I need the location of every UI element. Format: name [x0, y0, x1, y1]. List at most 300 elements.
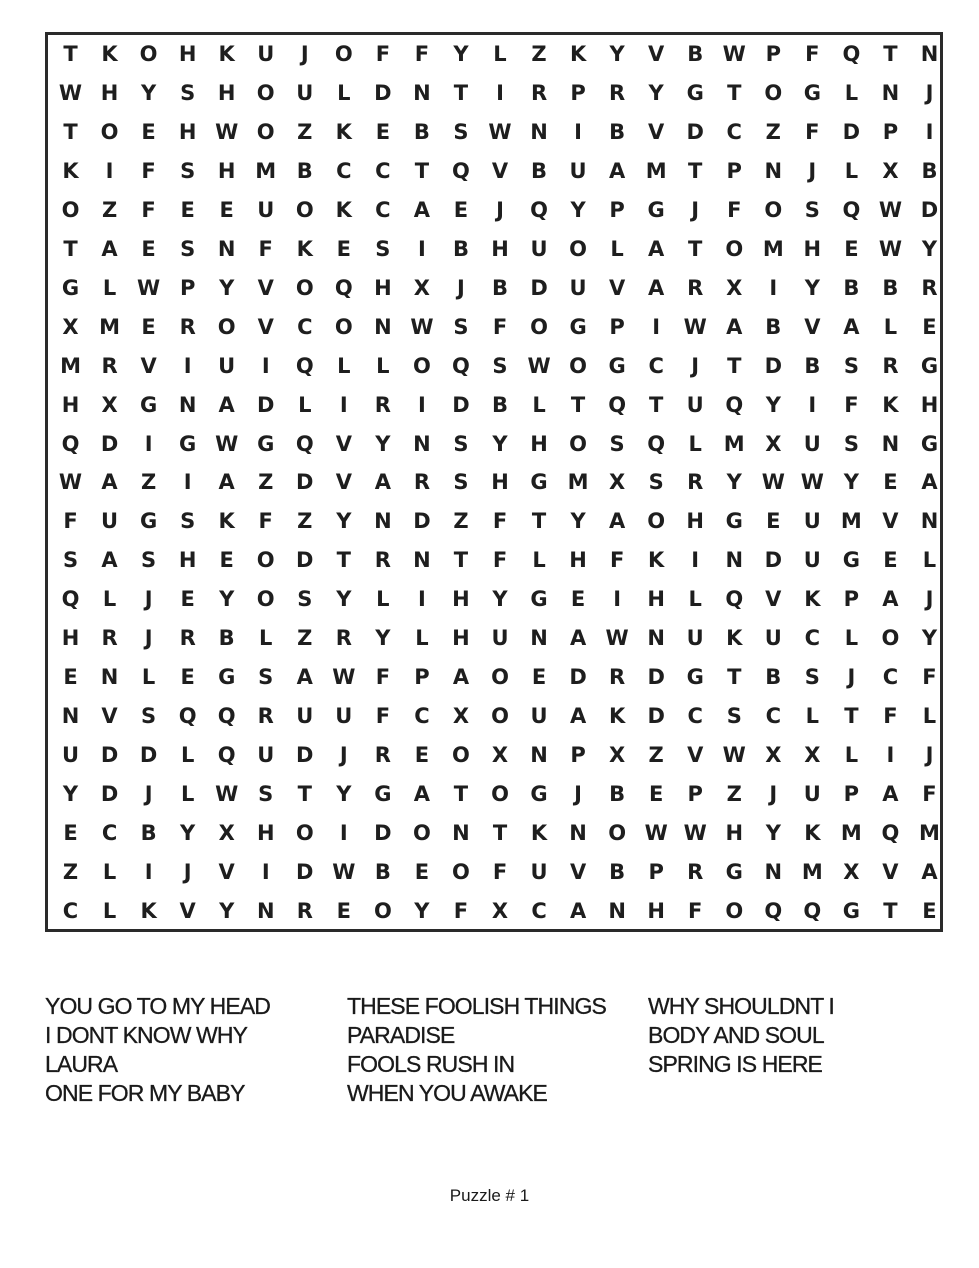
grid-letter-cell[interactable]: S	[375, 236, 391, 261]
grid-letter-cell[interactable]: R	[530, 80, 548, 105]
grid-letter-cell[interactable]: T	[453, 782, 469, 807]
grid-letter-cell[interactable]: F	[258, 509, 273, 534]
grid-letter-cell[interactable]: R	[687, 275, 704, 300]
grid-letter-cell[interactable]: Q	[178, 704, 197, 729]
grid-letter-cell[interactable]: N	[256, 899, 275, 923]
grid-letter-cell[interactable]: W	[58, 80, 83, 105]
grid-letter-cell[interactable]: W	[410, 314, 434, 339]
grid-letter-cell[interactable]: A	[569, 704, 587, 729]
grid-letter-cell[interactable]: D	[100, 782, 119, 807]
grid-letter-cell[interactable]: N	[100, 665, 119, 690]
grid-letter-cell[interactable]: G	[686, 665, 704, 690]
grid-letter-cell[interactable]: U	[296, 704, 314, 729]
grid-letter-cell[interactable]: I	[339, 392, 348, 417]
grid-letter-cell[interactable]: A	[648, 236, 665, 261]
grid-letter-cell[interactable]: T	[531, 509, 547, 534]
grid-letter-cell[interactable]: L	[922, 548, 937, 573]
grid-letter-cell[interactable]: G	[647, 197, 665, 222]
grid-letter-cell[interactable]: I	[496, 80, 504, 105]
grid-letter-cell[interactable]: Z	[297, 509, 313, 534]
grid-letter-cell[interactable]: J	[300, 41, 309, 66]
grid-letter-cell[interactable]: I	[105, 158, 114, 183]
grid-letter-cell[interactable]: O	[256, 80, 275, 105]
grid-letter-cell[interactable]: Q	[295, 431, 314, 456]
grid-letter-cell[interactable]: B	[374, 860, 391, 885]
grid-letter-cell[interactable]: V	[257, 275, 274, 300]
grid-letter-cell[interactable]: D	[842, 119, 861, 144]
grid-letter-cell[interactable]: U	[530, 236, 548, 261]
grid-letter-cell[interactable]: D	[374, 80, 392, 105]
grid-letter-cell[interactable]: R	[179, 626, 196, 651]
grid-letter-cell[interactable]: O	[256, 587, 275, 612]
grid-letter-cell[interactable]: Y	[921, 626, 938, 651]
grid-letter-cell[interactable]: T	[63, 119, 78, 144]
grid-letter-cell[interactable]: L	[610, 236, 624, 261]
grid-letter-cell[interactable]: G	[842, 899, 860, 923]
grid-letter-cell[interactable]: Q	[842, 41, 861, 66]
grid-letter-cell[interactable]: E	[180, 665, 195, 690]
grid-letter-cell[interactable]: T	[453, 548, 469, 573]
grid-letter-cell[interactable]: S	[297, 587, 313, 612]
grid-letter-cell[interactable]: O	[217, 314, 236, 339]
grid-letter-cell[interactable]: D	[920, 197, 939, 222]
grid-letter-cell[interactable]: Z	[62, 860, 79, 885]
grid-letter-cell[interactable]: H	[452, 626, 470, 651]
grid-letter-cell[interactable]: K	[804, 587, 821, 612]
grid-letter-cell[interactable]: Y	[921, 236, 938, 261]
grid-letter-cell[interactable]: E	[648, 782, 664, 807]
grid-letter-cell[interactable]: H	[920, 392, 939, 417]
grid-letter-cell[interactable]: L	[102, 860, 117, 885]
grid-letter-cell[interactable]: J	[925, 80, 934, 105]
grid-letter-cell[interactable]: D	[257, 392, 275, 417]
grid-letter-cell[interactable]: T	[688, 158, 703, 183]
grid-letter-cell[interactable]: U	[569, 275, 587, 300]
grid-letter-cell[interactable]: L	[415, 626, 429, 651]
grid-letter-cell[interactable]: O	[139, 41, 158, 66]
grid-letter-cell[interactable]: A	[921, 860, 938, 885]
grid-letter-cell[interactable]: O	[295, 821, 314, 846]
grid-letter-cell[interactable]: A	[413, 782, 431, 807]
grid-letter-cell[interactable]: G	[179, 431, 197, 456]
grid-letter-cell[interactable]: Y	[219, 899, 235, 923]
grid-letter-cell[interactable]: L	[805, 704, 820, 729]
grid-letter-cell[interactable]: S	[804, 197, 820, 222]
grid-letter-cell[interactable]: F	[805, 41, 820, 66]
grid-letter-cell[interactable]: R	[374, 392, 391, 417]
grid-letter-cell[interactable]: J	[574, 782, 582, 807]
grid-letter-cell[interactable]: I	[574, 119, 582, 144]
grid-letter-cell[interactable]: I	[925, 119, 934, 144]
grid-letter-cell[interactable]: V	[882, 509, 899, 534]
grid-letter-cell[interactable]: F	[844, 392, 859, 417]
grid-letter-cell[interactable]: P	[609, 314, 625, 339]
grid-letter-cell[interactable]: Y	[492, 587, 508, 612]
grid-letter-cell[interactable]: U	[803, 548, 821, 573]
grid-letter-cell[interactable]: F	[883, 704, 898, 729]
grid-letter-cell[interactable]: F	[609, 548, 625, 573]
grid-letter-cell[interactable]: L	[298, 392, 312, 417]
grid-letter-cell[interactable]: L	[844, 626, 859, 651]
grid-letter-cell[interactable]: K	[882, 392, 899, 417]
grid-letter-cell[interactable]: F	[375, 41, 391, 66]
grid-letter-cell[interactable]: P	[570, 743, 586, 768]
grid-letter-cell[interactable]: W	[722, 743, 746, 768]
grid-letter-cell[interactable]: O	[569, 236, 587, 261]
grid-letter-cell[interactable]: N	[881, 80, 900, 105]
grid-letter-cell[interactable]: E	[141, 314, 156, 339]
grid-letter-cell[interactable]: W	[683, 314, 707, 339]
grid-letter-cell[interactable]: A	[569, 626, 587, 651]
grid-letter-cell[interactable]: T	[492, 821, 508, 846]
grid-letter-cell[interactable]: A	[608, 158, 626, 183]
grid-letter-cell[interactable]: R	[882, 353, 899, 378]
grid-letter-cell[interactable]: K	[101, 41, 118, 66]
grid-letter-cell[interactable]: R	[374, 743, 391, 768]
grid-letter-cell[interactable]: D	[296, 743, 314, 768]
grid-letter-cell[interactable]: L	[180, 743, 195, 768]
grid-letter-cell[interactable]: E	[883, 470, 898, 495]
grid-letter-cell[interactable]: C	[62, 899, 79, 923]
grid-letter-cell[interactable]: S	[453, 119, 469, 144]
grid-letter-cell[interactable]: L	[376, 587, 390, 612]
grid-letter-cell[interactable]: O	[725, 899, 744, 923]
grid-letter-cell[interactable]: F	[141, 158, 156, 183]
grid-letter-cell[interactable]: S	[843, 353, 859, 378]
grid-letter-cell[interactable]: M	[801, 860, 823, 885]
grid-letter-cell[interactable]: O	[647, 509, 666, 534]
grid-letter-cell[interactable]: J	[183, 860, 192, 885]
grid-letter-cell[interactable]: G	[530, 782, 548, 807]
grid-letter-cell[interactable]: D	[296, 860, 314, 885]
grid-letter-cell[interactable]: G	[374, 782, 392, 807]
grid-letter-cell[interactable]: U	[257, 743, 275, 768]
grid-letter-cell[interactable]: N	[452, 821, 470, 846]
grid-letter-cell[interactable]: R	[101, 626, 118, 651]
grid-letter-cell[interactable]: N	[413, 80, 431, 105]
grid-letter-cell[interactable]: V	[335, 470, 352, 495]
grid-letter-cell[interactable]: S	[492, 353, 508, 378]
grid-letter-cell[interactable]: J	[339, 743, 348, 768]
grid-letter-cell[interactable]: N	[764, 158, 783, 183]
grid-letter-cell[interactable]: N	[608, 899, 626, 923]
grid-letter-cell[interactable]: N	[569, 821, 587, 846]
grid-letter-cell[interactable]: R	[687, 860, 704, 885]
grid-letter-cell[interactable]: A	[218, 392, 235, 417]
grid-letter-cell[interactable]: Y	[765, 392, 781, 417]
grid-letter-cell[interactable]: X	[101, 392, 118, 417]
grid-letter-cell[interactable]: Z	[297, 626, 313, 651]
grid-letter-cell[interactable]: L	[376, 353, 390, 378]
grid-letter-cell[interactable]: N	[178, 392, 197, 417]
grid-letter-cell[interactable]: S	[804, 665, 820, 690]
grid-letter-cell[interactable]: Y	[219, 275, 235, 300]
grid-letter-cell[interactable]: D	[413, 509, 431, 534]
grid-letter-cell[interactable]: X	[765, 743, 782, 768]
grid-letter-cell[interactable]: Z	[258, 470, 274, 495]
grid-letter-cell[interactable]: T	[883, 41, 898, 66]
grid-letter-cell[interactable]: U	[686, 392, 704, 417]
grid-letter-cell[interactable]: P	[882, 119, 899, 144]
grid-letter-cell[interactable]: T	[570, 392, 586, 417]
grid-letter-cell[interactable]: H	[686, 509, 704, 534]
grid-letter-cell[interactable]: L	[102, 899, 117, 923]
grid-letter-cell[interactable]: P	[414, 665, 430, 690]
grid-letter-cell[interactable]: S	[180, 509, 196, 534]
grid-letter-cell[interactable]: W	[683, 821, 707, 846]
grid-letter-cell[interactable]: B	[491, 275, 508, 300]
grid-letter-cell[interactable]: B	[687, 41, 704, 66]
grid-letter-cell[interactable]: Z	[765, 119, 781, 144]
grid-letter-cell[interactable]: E	[766, 509, 781, 534]
grid-letter-cell[interactable]: J	[691, 353, 700, 378]
grid-letter-cell[interactable]: F	[375, 704, 391, 729]
grid-letter-cell[interactable]: Y	[765, 821, 781, 846]
grid-letter-cell[interactable]: J	[769, 782, 778, 807]
grid-letter-cell[interactable]: E	[414, 860, 430, 885]
grid-letter-cell[interactable]: E	[414, 743, 430, 768]
grid-letter-cell[interactable]: L	[337, 353, 351, 378]
grid-letter-cell[interactable]: U	[296, 80, 314, 105]
grid-letter-cell[interactable]: Q	[217, 704, 236, 729]
grid-letter-cell[interactable]: I	[769, 275, 778, 300]
grid-letter-cell[interactable]: Y	[336, 587, 352, 612]
grid-letter-cell[interactable]: E	[883, 548, 898, 573]
grid-letter-cell[interactable]: X	[491, 899, 509, 923]
grid-letter-cell[interactable]: R	[413, 470, 430, 495]
grid-letter-cell[interactable]: I	[261, 860, 270, 885]
grid-letter-cell[interactable]: I	[144, 431, 153, 456]
grid-letter-cell[interactable]: Q	[725, 587, 744, 612]
grid-letter-cell[interactable]: X	[62, 314, 79, 339]
grid-letter-cell[interactable]: U	[218, 353, 236, 378]
grid-letter-cell[interactable]: C	[375, 197, 391, 222]
grid-letter-cell[interactable]: R	[374, 548, 391, 573]
grid-letter-cell[interactable]: G	[842, 548, 860, 573]
grid-letter-cell[interactable]: S	[453, 431, 469, 456]
grid-letter-cell[interactable]: T	[63, 41, 78, 66]
grid-letter-cell[interactable]: H	[178, 119, 197, 144]
grid-letter-cell[interactable]: Q	[334, 275, 353, 300]
grid-letter-cell[interactable]: Y	[140, 80, 157, 105]
grid-letter-cell[interactable]: B	[452, 236, 469, 261]
grid-letter-cell[interactable]: O	[61, 197, 80, 222]
grid-letter-cell[interactable]: Y	[336, 509, 352, 534]
grid-letter-cell[interactable]: V	[687, 743, 704, 768]
grid-letter-cell[interactable]: H	[178, 548, 197, 573]
grid-letter-cell[interactable]: W	[58, 470, 83, 495]
grid-letter-cell[interactable]: I	[183, 470, 192, 495]
grid-letter-cell[interactable]: T	[727, 353, 742, 378]
grid-letter-cell[interactable]: Z	[140, 470, 157, 495]
grid-letter-cell[interactable]: Q	[452, 158, 470, 183]
grid-letter-cell[interactable]: K	[530, 821, 548, 846]
grid-letter-cell[interactable]: J	[847, 665, 856, 690]
grid-letter-cell[interactable]: K	[804, 821, 821, 846]
grid-letter-cell[interactable]: L	[102, 587, 117, 612]
grid-letter-cell[interactable]: T	[336, 548, 351, 573]
grid-letter-cell[interactable]: S	[141, 548, 157, 573]
grid-letter-cell[interactable]: R	[296, 899, 313, 923]
grid-letter-cell[interactable]: B	[218, 626, 235, 651]
grid-letter-cell[interactable]: K	[218, 509, 235, 534]
grid-letter-cell[interactable]: C	[336, 158, 352, 183]
grid-letter-cell[interactable]: O	[569, 431, 587, 456]
grid-letter-cell[interactable]: I	[417, 587, 426, 612]
grid-letter-cell[interactable]: B	[413, 119, 430, 144]
grid-letter-cell[interactable]: S	[843, 431, 859, 456]
grid-letter-cell[interactable]: P	[765, 41, 781, 66]
grid-letter-cell[interactable]: O	[881, 626, 900, 651]
grid-letter-cell[interactable]: J	[144, 626, 153, 651]
grid-letter-cell[interactable]: F	[453, 899, 469, 923]
grid-letter-cell[interactable]: V	[218, 860, 235, 885]
grid-letter-cell[interactable]: H	[217, 80, 236, 105]
grid-letter-cell[interactable]: O	[256, 548, 275, 573]
grid-letter-cell[interactable]: F	[492, 548, 508, 573]
grid-letter-cell[interactable]: D	[647, 704, 665, 729]
grid-letter-cell[interactable]: L	[688, 431, 702, 456]
grid-letter-cell[interactable]: E	[141, 119, 156, 144]
grid-letter-cell[interactable]: U	[491, 626, 509, 651]
grid-letter-cell[interactable]: L	[844, 80, 859, 105]
grid-letter-cell[interactable]: C	[101, 821, 118, 846]
grid-letter-cell[interactable]: E	[141, 236, 156, 261]
grid-letter-cell[interactable]: M	[919, 821, 940, 846]
grid-letter-cell[interactable]: B	[296, 158, 313, 183]
grid-letter-cell[interactable]: I	[417, 236, 426, 261]
grid-letter-cell[interactable]: G	[569, 314, 587, 339]
grid-letter-cell[interactable]: E	[180, 197, 195, 222]
grid-letter-cell[interactable]: U	[257, 197, 275, 222]
grid-letter-cell[interactable]: T	[727, 665, 742, 690]
grid-letter-cell[interactable]: W	[800, 470, 824, 495]
grid-letter-cell[interactable]: F	[492, 860, 508, 885]
grid-letter-cell[interactable]: D	[764, 353, 783, 378]
grid-letter-cell[interactable]: X	[804, 743, 821, 768]
grid-letter-cell[interactable]: Y	[804, 275, 820, 300]
grid-letter-cell[interactable]: V	[648, 119, 665, 144]
grid-letter-cell[interactable]: J	[144, 587, 153, 612]
grid-letter-cell[interactable]: W	[332, 665, 356, 690]
grid-letter-cell[interactable]: Q	[647, 431, 666, 456]
grid-letter-cell[interactable]: J	[925, 587, 934, 612]
grid-letter-cell[interactable]: I	[691, 548, 700, 573]
grid-letter-cell[interactable]: Z	[726, 782, 742, 807]
grid-letter-cell[interactable]: P	[843, 782, 860, 807]
grid-letter-cell[interactable]: U	[101, 509, 119, 534]
grid-letter-cell[interactable]: G	[139, 509, 158, 534]
grid-letter-cell[interactable]: I	[261, 353, 270, 378]
grid-letter-cell[interactable]: E	[336, 236, 351, 261]
grid-letter-cell[interactable]: M	[645, 158, 667, 183]
grid-letter-cell[interactable]: G	[686, 80, 704, 105]
grid-letter-cell[interactable]: N	[413, 548, 431, 573]
grid-letter-cell[interactable]: A	[101, 548, 118, 573]
grid-letter-cell[interactable]: N	[413, 431, 431, 456]
grid-letter-cell[interactable]: B	[491, 392, 508, 417]
grid-letter-cell[interactable]: H	[569, 548, 587, 573]
grid-letter-cell[interactable]: O	[452, 743, 470, 768]
grid-letter-cell[interactable]: M	[840, 509, 862, 534]
grid-letter-cell[interactable]: O	[491, 782, 509, 807]
grid-letter-cell[interactable]: D	[686, 119, 704, 144]
grid-letter-cell[interactable]: F	[805, 119, 820, 144]
grid-letter-cell[interactable]: J	[144, 782, 153, 807]
grid-letter-cell[interactable]: Y	[375, 626, 391, 651]
grid-letter-cell[interactable]: P	[648, 860, 664, 885]
grid-letter-cell[interactable]: V	[882, 860, 899, 885]
grid-letter-cell[interactable]: Y	[414, 899, 430, 923]
grid-letter-cell[interactable]: L	[688, 587, 702, 612]
grid-letter-cell[interactable]: B	[765, 314, 782, 339]
grid-letter-cell[interactable]: O	[334, 314, 353, 339]
grid-letter-cell[interactable]: T	[844, 704, 859, 729]
grid-letter-cell[interactable]: U	[803, 509, 821, 534]
grid-letter-cell[interactable]: T	[63, 236, 78, 261]
grid-letter-cell[interactable]: O	[608, 821, 627, 846]
grid-letter-cell[interactable]: R	[101, 353, 118, 378]
grid-letter-cell[interactable]: Q	[881, 821, 900, 846]
grid-letter-cell[interactable]: H	[178, 41, 197, 66]
grid-letter-cell[interactable]: Q	[452, 353, 470, 378]
grid-letter-cell[interactable]: D	[296, 470, 314, 495]
grid-letter-cell[interactable]: O	[725, 236, 744, 261]
grid-letter-cell[interactable]: Q	[295, 353, 314, 378]
grid-letter-cell[interactable]: R	[687, 470, 704, 495]
grid-letter-cell[interactable]: H	[647, 587, 665, 612]
grid-letter-cell[interactable]: K	[569, 41, 587, 66]
grid-letter-cell[interactable]: C	[297, 314, 313, 339]
grid-letter-cell[interactable]: U	[803, 431, 821, 456]
grid-letter-cell[interactable]: O	[764, 197, 783, 222]
grid-letter-cell[interactable]: H	[725, 821, 744, 846]
grid-letter-cell[interactable]: J	[691, 197, 700, 222]
grid-letter-cell[interactable]: S	[258, 665, 274, 690]
grid-letter-cell[interactable]: B	[921, 158, 938, 183]
grid-letter-cell[interactable]: R	[257, 704, 274, 729]
grid-letter-cell[interactable]: W	[137, 275, 161, 300]
grid-letter-cell[interactable]: E	[453, 197, 469, 222]
grid-letter-cell[interactable]: W	[878, 236, 903, 261]
grid-letter-cell[interactable]: Y	[453, 41, 469, 66]
grid-letter-cell[interactable]: G	[139, 392, 158, 417]
grid-letter-cell[interactable]: F	[492, 509, 508, 534]
grid-letter-cell[interactable]: M	[255, 158, 277, 183]
grid-letter-cell[interactable]: Q	[725, 392, 744, 417]
grid-letter-cell[interactable]: G	[608, 353, 626, 378]
grid-letter-cell[interactable]: B	[140, 821, 157, 846]
grid-letter-cell[interactable]: T	[688, 236, 703, 261]
grid-letter-cell[interactable]: N	[920, 509, 939, 534]
grid-letter-cell[interactable]: O	[373, 899, 392, 923]
grid-letter-cell[interactable]: O	[491, 665, 509, 690]
grid-letter-cell[interactable]: V	[257, 314, 274, 339]
grid-letter-cell[interactable]: N	[530, 119, 548, 144]
grid-letter-cell[interactable]: S	[609, 431, 625, 456]
grid-letter-cell[interactable]: N	[920, 41, 939, 66]
grid-letter-cell[interactable]: H	[61, 626, 80, 651]
grid-letter-cell[interactable]: E	[844, 236, 859, 261]
grid-letter-cell[interactable]: A	[921, 470, 938, 495]
grid-letter-cell[interactable]: Y	[180, 821, 196, 846]
grid-letter-cell[interactable]: O	[569, 353, 587, 378]
grid-letter-cell[interactable]: K	[218, 41, 235, 66]
grid-letter-cell[interactable]: X	[452, 704, 470, 729]
grid-letter-cell[interactable]: C	[375, 158, 391, 183]
grid-letter-cell[interactable]: F	[375, 665, 391, 690]
grid-letter-cell[interactable]: N	[530, 743, 548, 768]
